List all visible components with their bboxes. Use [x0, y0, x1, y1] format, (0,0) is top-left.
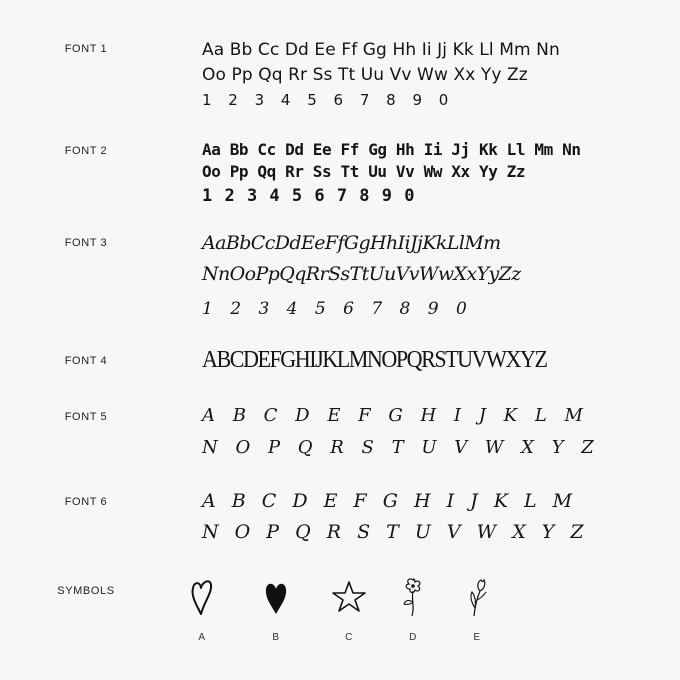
font-1-numbers: 1 2 3 4 5 6 7 8 9 0 — [202, 91, 455, 109]
font-5-line-2: N O P Q R S T U V W X Y Z — [202, 437, 595, 458]
font-1-label: FONT 1 — [64, 43, 108, 55]
flower-icon — [393, 574, 433, 618]
font-3-label: FONT 3 — [64, 237, 108, 249]
tulip-icon — [457, 574, 497, 618]
symbols-label: SYMBOLS — [57, 585, 115, 597]
font-6-line-1: A B C D E F G H I J K L M — [202, 490, 574, 512]
font-6-line-2: N O P Q R S T U V W X Y Z — [202, 521, 585, 543]
symbol-d-letter: D — [409, 632, 417, 643]
font-1-line-2: Oo Pp Qq Rr Ss Tt Uu Vv Ww Xx Yy Zz — [202, 65, 528, 85]
font-3-numbers: 1 2 3 4 5 6 7 8 9 0 — [202, 299, 473, 319]
font-5-line-1: A B C D E F G H I J K L M — [202, 405, 584, 426]
font-2-line-2: Oo Pp Qq Rr Ss Tt Uu Vv Ww Xx Yy Zz — [202, 162, 526, 181]
symbol-e[interactable] — [452, 574, 502, 643]
symbol-c[interactable] — [324, 574, 374, 643]
symbol-a[interactable] — [177, 574, 227, 643]
symbol-b[interactable] — [251, 574, 301, 643]
symbol-e-letter: E — [473, 632, 481, 643]
filled-heart-icon — [261, 574, 291, 618]
symbol-c-letter: C — [345, 632, 353, 643]
font-2-label: FONT 2 — [64, 145, 108, 157]
font-6-label: FONT 6 — [64, 496, 108, 508]
font-3-line-2: NnOoPpQqRrSsTtUuVvWwXxYyZz — [202, 263, 521, 285]
star-icon — [329, 574, 369, 618]
outline-heart-icon — [187, 574, 217, 618]
symbol-d[interactable] — [388, 574, 438, 643]
symbol-a-letter: A — [198, 632, 206, 643]
font-4-line-1: ABCDEFGHIJKLMNOPQRSTUVWXYZ — [202, 347, 547, 373]
font-2-numbers: 1 2 3 4 5 6 7 8 9 0 — [202, 186, 416, 206]
font-5-label: FONT 5 — [64, 411, 108, 423]
font-1-line-1: Aa Bb Cc Dd Ee Ff Gg Hh Ii Jj Kk Ll Mm Nn — [202, 40, 560, 60]
font-3-line-1: AaBbCcDdEeFfGgHhIiJjKkLlMm — [202, 232, 501, 254]
symbol-b-letter: B — [272, 632, 280, 643]
font-4-label: FONT 4 — [64, 355, 108, 367]
font-2-line-1: Aa Bb Cc Dd Ee Ff Gg Hh Ii Jj Kk Ll Mm Nn — [202, 140, 581, 159]
